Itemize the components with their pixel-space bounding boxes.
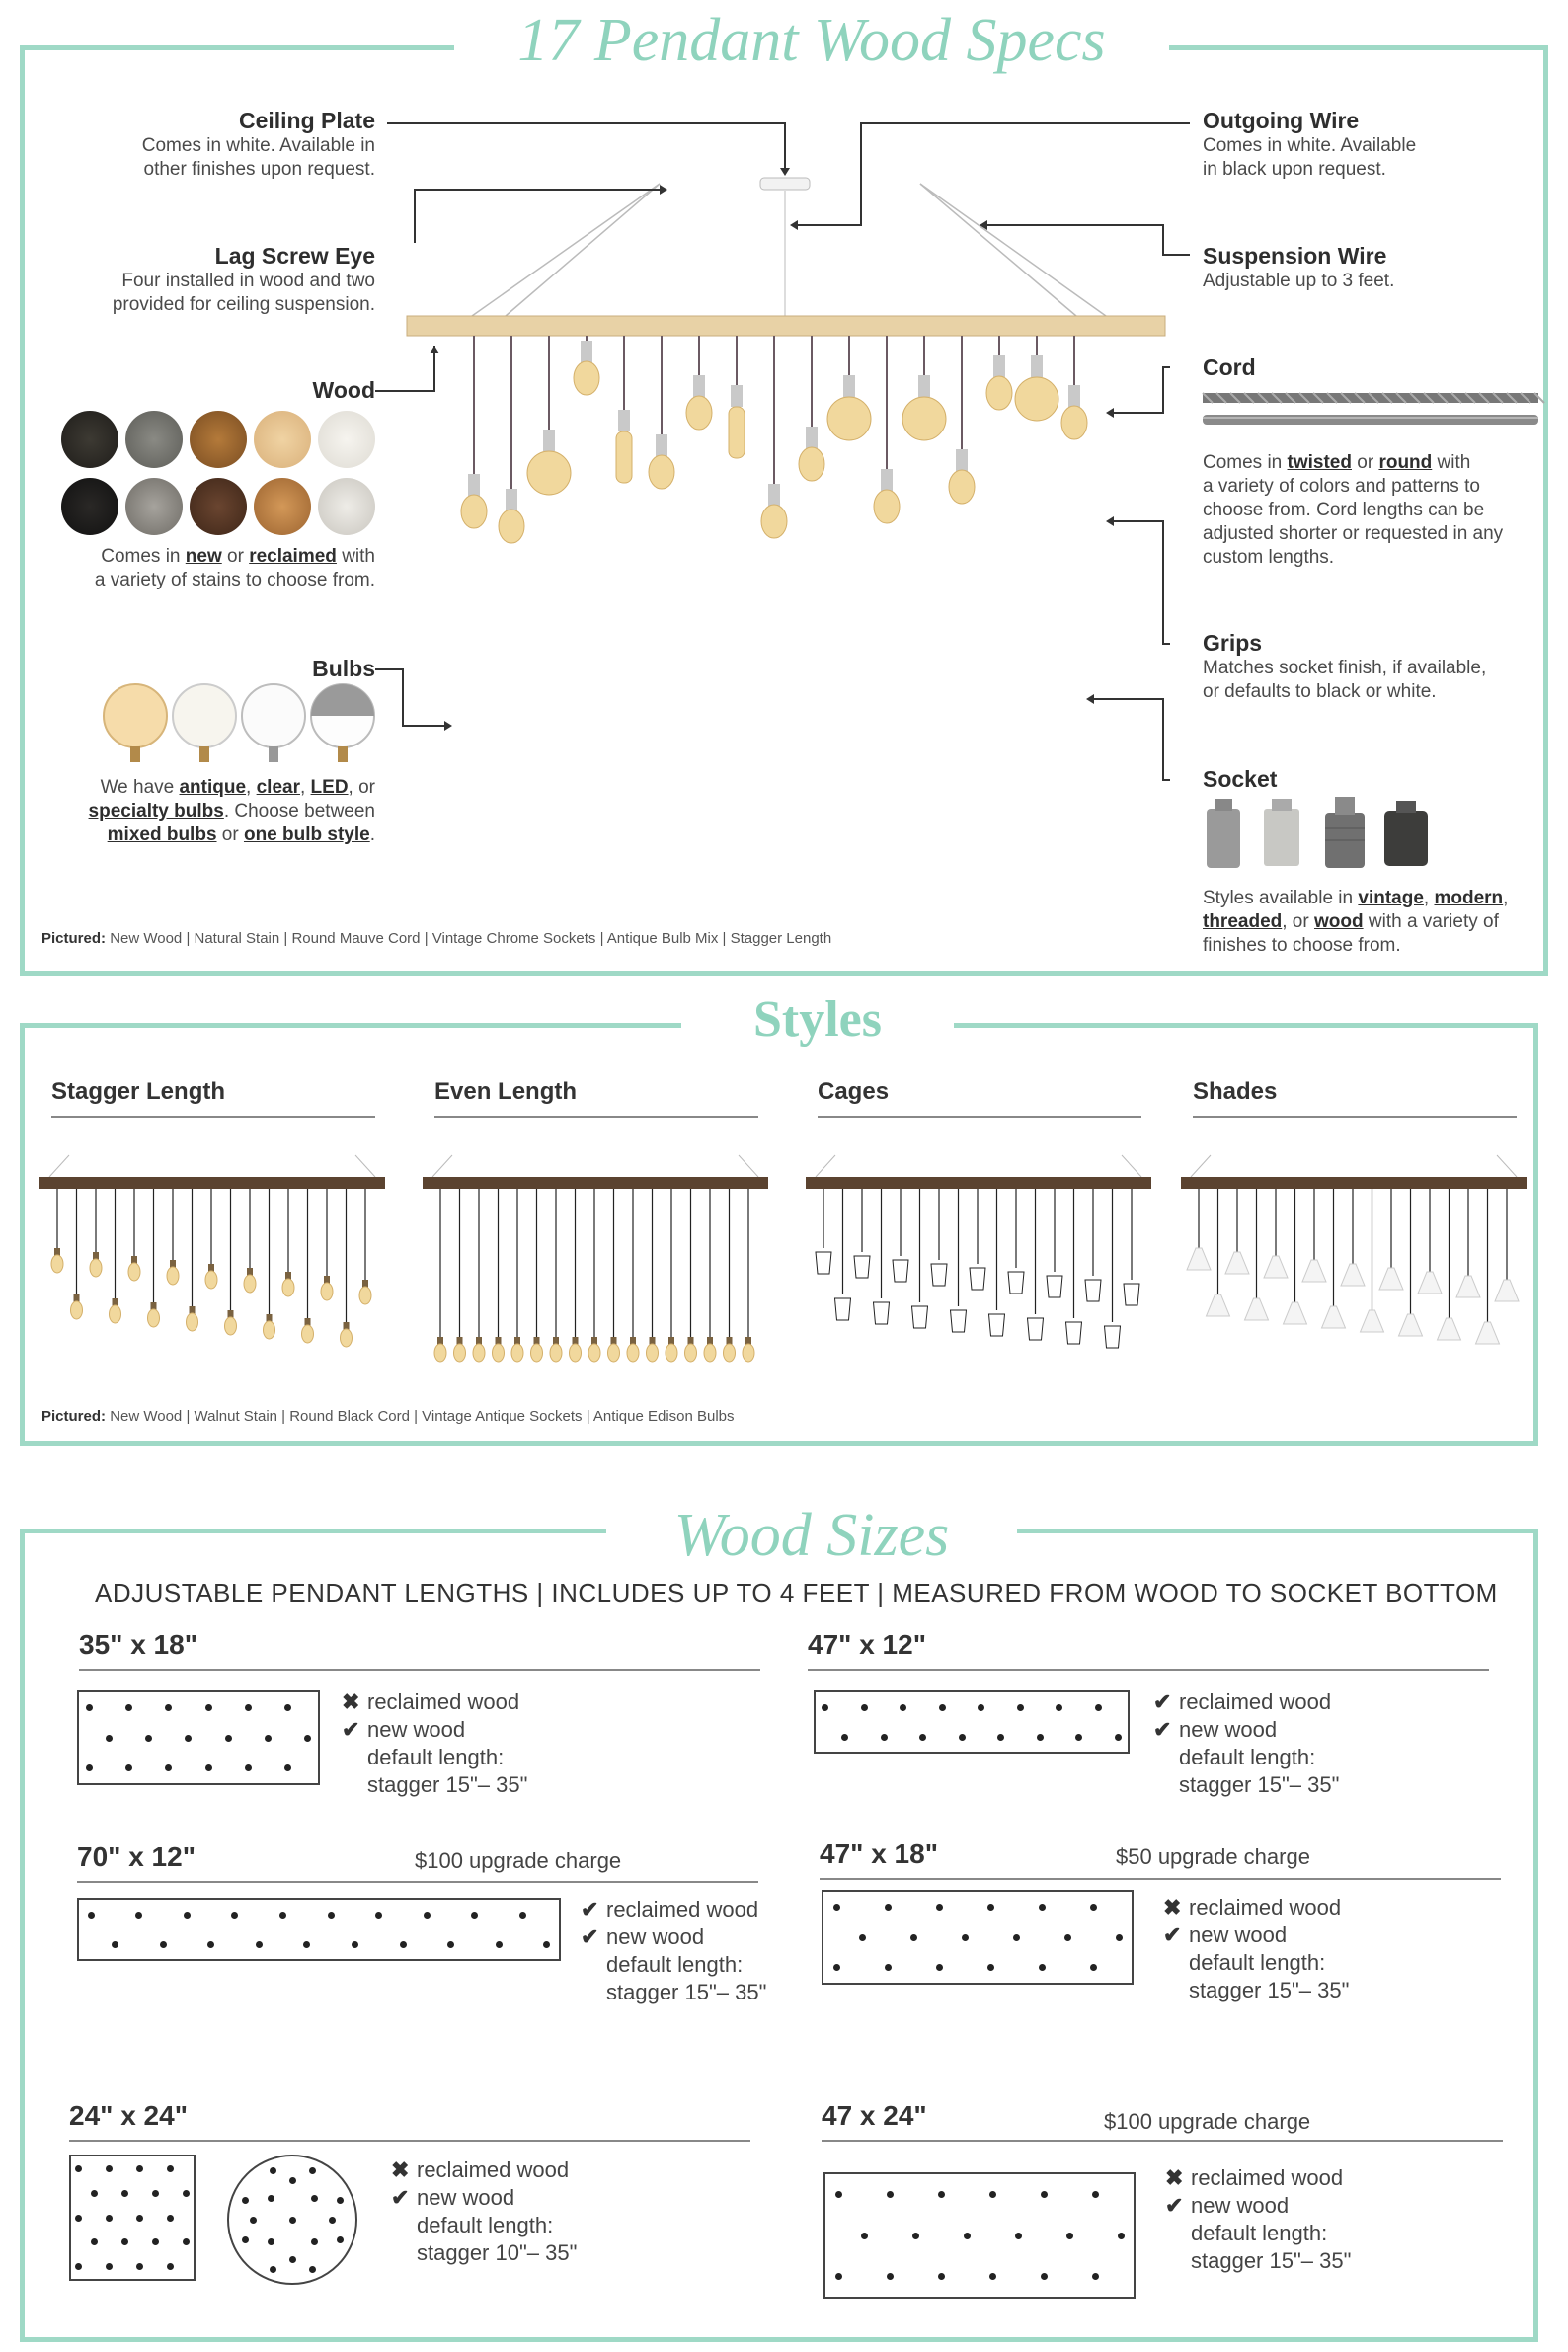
cord-samples: [1203, 389, 1538, 434]
pendant-hole: [835, 2273, 842, 2280]
pendant-lamp: [493, 1189, 505, 1362]
pendant-lamp: [854, 1189, 870, 1278]
x-mark-icon: ✖: [391, 2157, 410, 2182]
pendant-lamp: [90, 1189, 102, 1277]
pendant-hole: [328, 1912, 335, 1919]
pendant-hole: [121, 2238, 128, 2245]
pendant-hole: [242, 2236, 249, 2243]
pendant-hole: [136, 2263, 143, 2270]
pendant-hole: [121, 2190, 128, 2197]
board-24x24-square-diagram: [69, 2155, 196, 2281]
board-47x24-options: ✖ reclaimed wood ✔ new wood default length: stagger 15"– 35": [1165, 2165, 1352, 2273]
pendant-lamp: [912, 1189, 928, 1328]
check-mark-icon: ✔: [391, 2185, 410, 2210]
pendant-lamp: [244, 1189, 256, 1293]
pendant-hole: [284, 1704, 291, 1711]
walnut-board: [1181, 1177, 1527, 1189]
board-47x12-diagram: [814, 1690, 1130, 1754]
pendant-hole: [910, 1934, 917, 1941]
pendant-hole: [91, 2190, 98, 2197]
pendant-hole: [207, 1941, 214, 1948]
socket-callout-head: Socket: [1203, 766, 1278, 792]
board-47x18-title: 47" x 18": [820, 1839, 1501, 1880]
pendant-lamp: [1028, 1189, 1044, 1340]
pendant-hole: [167, 2263, 174, 2270]
pendant-hole: [245, 1764, 252, 1771]
pendant-hole: [833, 1964, 840, 1971]
pendant-hole: [145, 1735, 152, 1742]
pendant-lamp: [110, 1189, 121, 1323]
pendant-hole: [1118, 2233, 1125, 2239]
pendant-hole: [279, 1912, 286, 1919]
pendant-lamp: [685, 1189, 697, 1362]
pendant-lamp: [511, 1189, 523, 1362]
pendant-lamp: [473, 1189, 485, 1362]
suspension-wire-callout: Suspension Wire Adjustable up to 3 feet.: [1203, 243, 1395, 291]
pendant-lamp: [1379, 1189, 1403, 1290]
pendant-hole: [936, 1904, 943, 1911]
swatch-new-gray: [125, 411, 183, 468]
board-24x24-title: 24" x 24": [69, 2100, 750, 2142]
pendant-hole: [75, 2263, 82, 2270]
socket-callout-text: Styles available in vintage, modern, threaded, or wood with a variety of finishes to choose from.: [1203, 888, 1509, 956]
pendant-hole: [106, 2263, 113, 2270]
pendant-hole: [231, 1912, 238, 1919]
pendant-hole: [225, 1735, 232, 1742]
x-mark-icon: ✖: [1163, 1895, 1182, 1920]
styles-pictured-caption: Pictured: New Wood | Walnut Stain | Round Black Cord | Vintage Antique Sockets | Antique Edison Bulbs: [41, 1408, 735, 1425]
vintage-socket-icon: [1207, 799, 1240, 868]
pendant-hole: [303, 1941, 310, 1948]
bulb-samples: [99, 681, 375, 770]
pendant-lamp: [1476, 1189, 1500, 1344]
pendant-hole: [136, 2165, 143, 2172]
pendant-lamp: [893, 1189, 908, 1282]
pendant-lamp: [531, 1189, 543, 1362]
ceiling-plate-callout: Ceiling Plate Comes in white. Available in other finishes upon request.: [141, 108, 375, 180]
pendant-lamp: [1302, 1189, 1326, 1282]
pendant-hole: [938, 2191, 945, 2198]
check-mark-icon: ✔: [581, 1924, 599, 1949]
board-24x24-round-diagram: [227, 2155, 357, 2285]
pendant-lamp: [627, 1189, 639, 1362]
pendant-hole: [1056, 1704, 1062, 1711]
pendant-lamp: [1047, 1189, 1062, 1297]
style-shades[interactable]: Shades: [1193, 1078, 1517, 1118]
pendant-hole: [311, 2238, 318, 2245]
style-cages-illustration: [806, 1155, 1151, 1392]
pendant-lamp: [951, 1189, 967, 1332]
pendant-hole: [859, 1934, 866, 1941]
board-70x12-title: 70" x 12": [77, 1842, 758, 1883]
pendant-hole: [885, 1964, 892, 1971]
pendant-hole: [1090, 1964, 1097, 1971]
pendant-hole: [519, 1912, 526, 1919]
pendant-hole: [1041, 2191, 1048, 2198]
pendant-lamp: [282, 1189, 294, 1296]
board-47x12-title: 47" x 12": [808, 1629, 1489, 1671]
pendant-hole: [989, 2273, 996, 2280]
pendant-lamp: [1341, 1189, 1365, 1286]
pendant-hole: [1090, 1904, 1097, 1911]
outgoing-wire-callout: Outgoing Wire Comes in white. Available in black upon request.: [1203, 108, 1417, 180]
walnut-board: [423, 1177, 768, 1189]
pendant-lamp: [666, 1189, 677, 1362]
pendant-hole: [352, 1941, 358, 1948]
pendant-hole: [337, 2236, 344, 2243]
pendant-hole: [125, 1704, 132, 1711]
pendant-hole: [106, 1735, 113, 1742]
pendant-lamp: [835, 1189, 851, 1320]
clear-bulb-icon: [173, 684, 236, 762]
pendant-hole: [375, 1912, 382, 1919]
swatch-reclaimed-gray: [125, 478, 183, 535]
pendant-lamp: [1456, 1189, 1480, 1297]
pendant-hole: [112, 1941, 118, 1948]
pendant-hole: [304, 1735, 311, 1742]
pendant-hole: [205, 1764, 212, 1771]
style-even-length[interactable]: Even Length: [434, 1078, 758, 1118]
pendant-hole: [265, 1735, 272, 1742]
pendant-hole: [160, 1941, 167, 1948]
pendant-hole: [1092, 2273, 1099, 2280]
swatch-new-dark-walnut: [61, 411, 118, 468]
pendant-lamp: [1187, 1189, 1211, 1270]
pendant-hole: [1037, 1734, 1044, 1741]
pendant-lamp: [608, 1189, 620, 1362]
swatch-reclaimed-white: [318, 478, 375, 535]
pendant-hole: [881, 1734, 888, 1741]
pendant-lamp: [187, 1189, 198, 1331]
pendant-hole: [939, 1704, 946, 1711]
bulbs-callout-head: Bulbs: [312, 656, 375, 681]
pendant-lamp: [1066, 1189, 1082, 1344]
pendant-hole: [268, 2195, 274, 2202]
pendant-lamp: [1085, 1189, 1101, 1301]
swatch-new-walnut: [190, 411, 247, 468]
pendant-hole: [75, 2215, 82, 2222]
board-47x24-upgrade: $100 upgrade charge: [1104, 2109, 1311, 2134]
pendant-lamp: [359, 1189, 371, 1304]
swatch-new-white: [318, 411, 375, 468]
styles-title: Styles: [681, 985, 954, 1055]
board-70x12-diagram: [77, 1898, 561, 1961]
pendant-hole: [1066, 2233, 1073, 2239]
pendant-hole: [136, 2215, 143, 2222]
pendant-lamp: [434, 1189, 446, 1362]
pendant-hole: [861, 1704, 868, 1711]
pendant-hole: [987, 1964, 994, 1971]
pendant-hole: [833, 1904, 840, 1911]
pendant-hole: [1092, 2191, 1099, 2198]
pendant-hole: [959, 1734, 966, 1741]
pendant-hole: [900, 1704, 906, 1711]
pendant-lamp: [1438, 1189, 1461, 1340]
pendant-hole: [919, 1734, 926, 1741]
pendant-lamp: [454, 1189, 466, 1362]
socket-samples: [1203, 795, 1440, 874]
style-cages[interactable]: Cages: [818, 1078, 1141, 1118]
pendant-hole: [311, 2195, 318, 2202]
check-mark-icon: ✔: [1153, 1717, 1172, 1742]
pendant-hole: [1075, 1734, 1082, 1741]
wood-callout-head: Wood: [312, 377, 375, 403]
threaded-socket-icon: [1325, 797, 1365, 868]
pendant-lamp: [570, 1189, 582, 1362]
pendant-hole: [835, 2191, 842, 2198]
check-mark-icon: ✔: [581, 1897, 599, 1921]
check-mark-icon: ✔: [1153, 1689, 1172, 1714]
swatch-reclaimed-brown: [190, 478, 247, 535]
style-even-illustration: [423, 1155, 768, 1392]
pendant-hole: [885, 1904, 892, 1911]
lag-screw-callout: Lag Screw Eye Four installed in wood and two provided for ceiling suspension.: [112, 243, 375, 315]
pendant-hole: [841, 1734, 848, 1741]
pendant-hole: [289, 2177, 296, 2184]
pendant-lamp: [970, 1189, 985, 1290]
pendant-hole: [861, 2233, 868, 2239]
pendant-hole: [1017, 1704, 1024, 1711]
pendant-hole: [1064, 1934, 1071, 1941]
pendant-hole: [270, 2167, 276, 2174]
pendant-hole: [1115, 1734, 1122, 1741]
swatch-reclaimed-honey: [254, 478, 311, 535]
pendant-lamp: [1495, 1189, 1519, 1301]
pendant-lamp: [225, 1189, 237, 1335]
check-mark-icon: ✔: [342, 1717, 360, 1742]
x-mark-icon: ✖: [1165, 2165, 1184, 2190]
pendant-hole: [152, 2190, 159, 2197]
pendant-hole: [962, 1934, 969, 1941]
walnut-board: [806, 1177, 1151, 1189]
antique-bulb-icon: [104, 684, 167, 762]
pendant-hole: [106, 2165, 113, 2172]
pendant-hole: [165, 1764, 172, 1771]
pendant-hole: [887, 2273, 894, 2280]
pendant-hole: [400, 1941, 407, 1948]
pendant-hole: [106, 2215, 113, 2222]
pendant-hole: [183, 2238, 190, 2245]
pendant-hole: [1015, 2233, 1022, 2239]
pendant-hole: [1116, 1934, 1123, 1941]
board-47x18-diagram: [822, 1890, 1134, 1985]
board-47x18-options: ✖ reclaimed wood ✔ new wood default length: stagger 15"– 35": [1163, 1895, 1350, 2002]
board-35x18-diagram: [77, 1690, 320, 1785]
pendant-hole: [125, 1764, 132, 1771]
pendant-lamp: [1245, 1189, 1269, 1320]
x-mark-icon: ✖: [342, 1689, 360, 1714]
pendant-lamp: [51, 1189, 63, 1273]
pendant-hole: [86, 1704, 93, 1711]
pendant-lamp: [931, 1189, 947, 1286]
pendant-hole: [167, 2215, 174, 2222]
pendant-lamp: [205, 1189, 217, 1289]
pendant-lamp: [1105, 1189, 1121, 1348]
pendant-hole: [245, 1704, 252, 1711]
pendant-lamp: [816, 1189, 831, 1274]
pendant-hole: [309, 2266, 316, 2273]
pendant-hole: [250, 2217, 257, 2224]
board-47x24-title: 47 x 24": [822, 2100, 1503, 2142]
pendant-lamp: [1322, 1189, 1346, 1328]
pendant-lamp: [1207, 1189, 1230, 1316]
pendant-lamp: [1361, 1189, 1384, 1332]
check-mark-icon: ✔: [1165, 2193, 1184, 2218]
pendant-lamp: [989, 1189, 1005, 1336]
board-47x24-diagram: [823, 2172, 1136, 2299]
pendant-hole: [1039, 1904, 1046, 1911]
pendant-lamp: [704, 1189, 716, 1362]
pendant-hole: [936, 1964, 943, 1971]
pendant-hole: [91, 2238, 98, 2245]
style-stagger-length[interactable]: Stagger Length: [51, 1078, 375, 1118]
pendant-hole: [1041, 2273, 1048, 2280]
bulbs-callout-text: We have antique, clear, LED, or specialty bulbs. Choose between mixed bulbs or one bulb style.: [88, 777, 375, 845]
pendant-hole: [268, 2238, 274, 2245]
cord-callout-text: Comes in twisted or round with a variety of colors and patterns to choose from. Cord lengths can be adjusted shorter or requested in any custom lengths.: [1203, 452, 1504, 568]
pendant-lamp: [341, 1189, 353, 1347]
grips-callout: Grips Matches socket finish, if available, or defaults to black or white.: [1203, 630, 1487, 702]
pendant-hole: [242, 2197, 249, 2204]
pendant-hole: [75, 2165, 82, 2172]
pendant-lamp: [321, 1189, 333, 1300]
board-70x12-options: ✔ reclaimed wood ✔ new wood default length: stagger 15"– 35": [581, 1897, 767, 2004]
pendant-hole: [887, 2191, 894, 2198]
cord-callout-head: Cord: [1203, 354, 1256, 380]
specialty-bulb-icon: [311, 684, 374, 762]
pendant-lamp: [148, 1189, 160, 1327]
round-cord-icon: [1203, 415, 1538, 425]
pendant-hole: [989, 2191, 996, 2198]
pendant-hole: [135, 1912, 142, 1919]
specs-title: 17 Pendant Wood Specs: [454, 6, 1169, 75]
swatch-new-natural: [254, 411, 311, 468]
pendant-lamp: [724, 1189, 736, 1362]
walnut-board: [39, 1177, 385, 1189]
pendant-hole: [496, 1941, 503, 1948]
pendant-hole: [471, 1912, 478, 1919]
board-35x18-title: 35" x 18": [79, 1629, 760, 1671]
specs-pictured-caption: Pictured: New Wood | Natural Stain | Round Mauve Cord | Vintage Chrome Sockets | Antique Bulb Mix | Stagger Length: [41, 930, 832, 947]
pendant-hole: [167, 2165, 174, 2172]
modern-socket-icon: [1264, 799, 1299, 866]
pendant-lamp: [128, 1189, 140, 1281]
pendant-hole: [270, 2266, 276, 2273]
pendant-hole: [184, 1912, 191, 1919]
board-47x18-upgrade: $50 upgrade charge: [1116, 1844, 1310, 1869]
pendant-lamp: [588, 1189, 600, 1362]
pendant-lamp: [1418, 1189, 1442, 1294]
board-24x24-options: ✖ reclaimed wood ✔ new wood default length: stagger 10"– 35": [391, 2157, 578, 2265]
pendant-hole: [447, 1941, 454, 1948]
pendant-hole: [964, 2233, 971, 2239]
pendant-lamp: [550, 1189, 562, 1362]
board-35x18-options: ✖ reclaimed wood ✔ new wood default length: stagger 15"– 35": [342, 1689, 528, 1797]
pendant-hole: [1039, 1964, 1046, 1971]
board-47x12-options: ✔ reclaimed wood ✔ new wood default length: stagger 15"– 35": [1153, 1689, 1340, 1797]
pendant-hole: [289, 2256, 296, 2263]
pendant-lamp: [71, 1189, 83, 1319]
sizes-banner: ADJUSTABLE PENDANT LENGTHS | INCLUDES UP TO 4 FEET | MEASURED FROM WOOD TO SOCKET BOTTOM: [95, 1578, 1498, 1607]
pendant-hole: [289, 2217, 296, 2224]
pendant-lamp: [1008, 1189, 1024, 1294]
pendant-lamp: [874, 1189, 890, 1324]
pendant-hole: [938, 2273, 945, 2280]
style-stagger-illustration: [39, 1155, 385, 1392]
pendant-hole: [205, 1704, 212, 1711]
twisted-cord-icon: [1203, 393, 1544, 403]
board-70x12-upgrade: $100 upgrade charge: [415, 1848, 622, 1873]
pendant-hole: [978, 1704, 984, 1711]
pendant-hole: [424, 1912, 431, 1919]
check-mark-icon: ✔: [1163, 1922, 1182, 1947]
pendant-lamp: [1264, 1189, 1288, 1278]
style-shades-illustration: [1181, 1155, 1527, 1392]
pendant-hole: [88, 1912, 95, 1919]
pendant-hole: [543, 1941, 550, 1948]
pendant-lamp: [647, 1189, 659, 1362]
pendant-lamp: [1225, 1189, 1249, 1274]
pendant-hole: [165, 1704, 172, 1711]
pendant-hole: [822, 1704, 828, 1711]
led-bulb-icon: [242, 684, 305, 762]
pendant-hole: [912, 2233, 919, 2239]
pendant-hole: [329, 2217, 336, 2224]
pendant-hole: [1013, 1934, 1020, 1941]
pendant-hole: [183, 2190, 190, 2197]
pendant-lamp: [1284, 1189, 1307, 1324]
pendant-hole: [86, 1764, 93, 1771]
pendant-hole: [256, 1941, 263, 1948]
pendant-hole: [185, 1735, 192, 1742]
pendant-hole: [152, 2238, 159, 2245]
pendant-lamp: [743, 1189, 754, 1362]
pendant-lamp: [1399, 1189, 1423, 1336]
pendant-hole: [284, 1764, 291, 1771]
sizes-title: Wood Sizes: [606, 1501, 1017, 1570]
pendant-lamp: [302, 1189, 314, 1343]
wood-socket-icon: [1384, 801, 1428, 866]
pendant-hole: [997, 1734, 1004, 1741]
pendant-hole: [1095, 1704, 1102, 1711]
pendant-hole: [987, 1904, 994, 1911]
pendant-lamp: [264, 1189, 275, 1339]
pendant-hole: [309, 2167, 316, 2174]
pendant-lamp: [1124, 1189, 1139, 1305]
pendant-hole: [337, 2197, 344, 2204]
pendant-lamp: [167, 1189, 179, 1285]
wood-callout-text: Comes in new or reclaimed with a variety of stains to choose from.: [94, 546, 375, 590]
swatch-reclaimed-black: [61, 478, 118, 535]
